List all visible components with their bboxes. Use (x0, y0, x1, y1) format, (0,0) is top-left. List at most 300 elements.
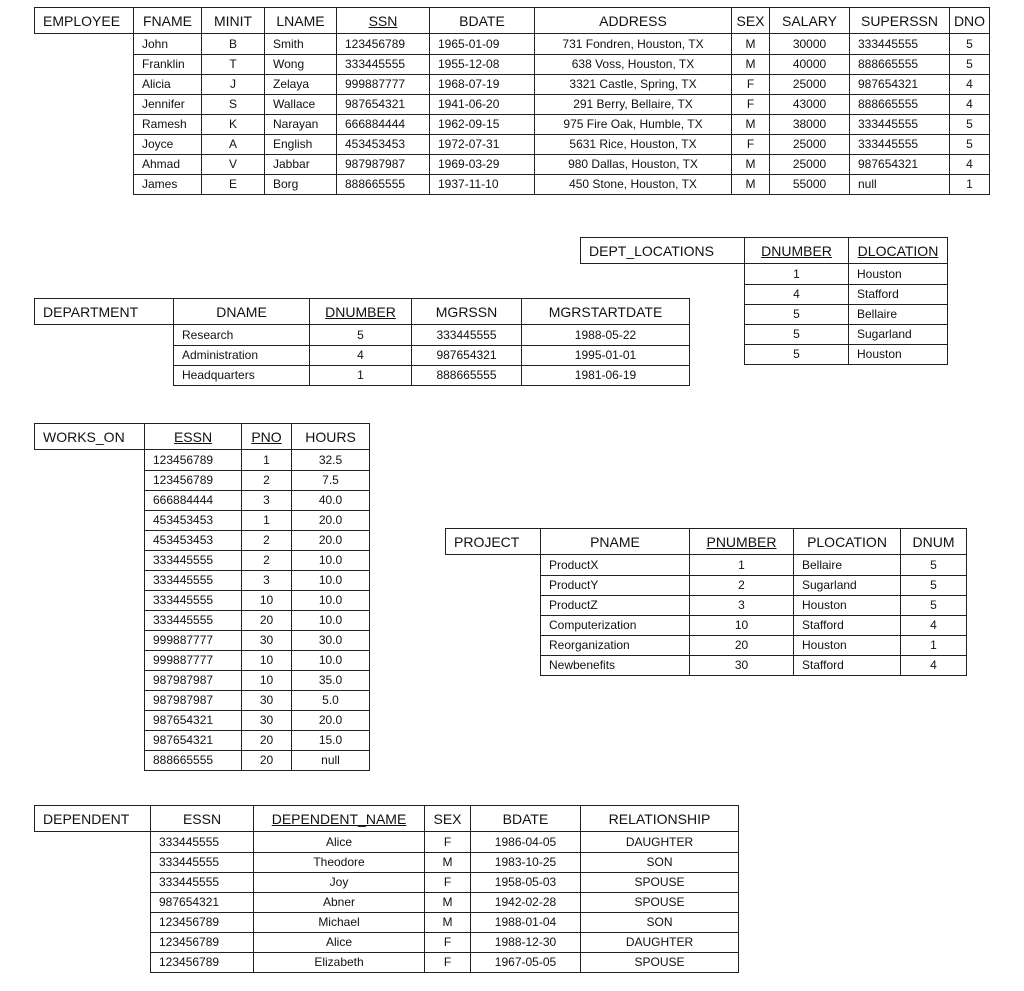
table-cell: SPOUSE (581, 872, 739, 892)
table-cell: 10 (242, 590, 292, 610)
table-row (35, 54, 990, 74)
table-cell: 1981-06-19 (522, 365, 690, 385)
table-cell: Sugarland (794, 575, 901, 595)
table-cell: 333445555 (151, 872, 254, 892)
table-cell: 5 (950, 114, 990, 134)
column-header-label: MGRSSN (435, 303, 498, 320)
table-cell: M (425, 892, 471, 912)
row-spacer (446, 595, 541, 615)
table-cell: 1986-04-05 (471, 832, 581, 853)
table-cell: 10.0 (292, 570, 370, 590)
table-cell: Headquarters (174, 365, 310, 385)
table-cell: 888665555 (145, 750, 242, 770)
table-cell: 1955-12-08 (430, 54, 535, 74)
column-header (745, 238, 849, 264)
row-spacer (446, 555, 541, 576)
table-cell: Jennifer (134, 94, 202, 114)
column-header (174, 299, 310, 325)
table-cell: 453453453 (145, 510, 242, 530)
table-row (35, 510, 370, 530)
table-cell: 453453453 (337, 134, 430, 154)
row-spacer (446, 655, 541, 675)
table-cell: Stafford (794, 655, 901, 675)
table-cell: M (732, 34, 770, 55)
row-spacer (35, 730, 145, 750)
header-row (35, 8, 990, 34)
table-cell: 1937-11-10 (430, 174, 535, 194)
table-cell: 450 Stone, Houston, TX (535, 174, 732, 194)
table-cell: 1941-06-20 (430, 94, 535, 114)
column-header-label: FNAME (143, 12, 192, 29)
table-row (35, 570, 370, 590)
table-cell: Stafford (794, 615, 901, 635)
table-cell: 5.0 (292, 690, 370, 710)
column-header-label: PNAME (590, 533, 640, 550)
row-spacer (35, 74, 134, 94)
row-spacer (35, 610, 145, 630)
table-row (35, 650, 370, 670)
table-cell: 5 (745, 304, 849, 324)
table-cell: T (202, 54, 265, 74)
table-cell: 3 (690, 595, 794, 615)
table-cell: 30 (242, 690, 292, 710)
table-cell: Research (174, 325, 310, 346)
row-spacer (35, 450, 145, 471)
table-cell: 4 (950, 74, 990, 94)
column-header-label: DNUMBER (325, 303, 396, 320)
table-cell: Smith (265, 34, 337, 55)
header-row (35, 424, 370, 450)
table-row (35, 450, 370, 471)
table-cell: English (265, 134, 337, 154)
table-cell: 5 (950, 54, 990, 74)
column-header-label: SEX (433, 810, 462, 827)
column-header (535, 8, 732, 34)
table-cell: A (202, 134, 265, 154)
table-cell: 2 (242, 530, 292, 550)
table-row (446, 575, 967, 595)
table-cell: 1942-02-28 (471, 892, 581, 912)
works-on-table (34, 423, 370, 771)
table-row (35, 74, 990, 94)
row-spacer (35, 570, 145, 590)
table-cell: F (732, 134, 770, 154)
table-cell: 1962-09-15 (430, 114, 535, 134)
table-cell: 10 (242, 650, 292, 670)
table-cell: 975 Fire Oak, Humble, TX (535, 114, 732, 134)
table-row (35, 325, 690, 346)
table-cell: 999887777 (145, 650, 242, 670)
table-cell: 333445555 (145, 550, 242, 570)
table-cell: 55000 (770, 174, 850, 194)
table-cell: 3 (242, 570, 292, 590)
table-row (35, 94, 990, 114)
table-cell: Ramesh (134, 114, 202, 134)
table-cell: 4 (310, 345, 412, 365)
table-cell: 32.5 (292, 450, 370, 471)
table-cell: DAUGHTER (581, 932, 739, 952)
table-row (35, 174, 990, 194)
column-header-label: ESSN (182, 810, 222, 827)
table-cell: F (732, 94, 770, 114)
table-cell: 10.0 (292, 650, 370, 670)
table-cell: 25000 (770, 134, 850, 154)
relation-name: PROJECT (446, 529, 541, 555)
row-spacer (35, 94, 134, 114)
table-row (35, 690, 370, 710)
table-row (35, 490, 370, 510)
table-cell: 1967-05-05 (471, 952, 581, 972)
row-spacer (35, 34, 134, 55)
table-cell: 10.0 (292, 590, 370, 610)
table-cell: 2 (242, 470, 292, 490)
table-cell: 731 Fondren, Houston, TX (535, 34, 732, 55)
table-cell: B (202, 34, 265, 55)
table-cell: 5 (901, 555, 967, 576)
table-cell: 5 (950, 34, 990, 55)
table-cell: 291 Berry, Bellaire, TX (535, 94, 732, 114)
table-cell: 4 (745, 284, 849, 304)
table-cell: 888665555 (850, 94, 950, 114)
table-cell: 999887777 (337, 74, 430, 94)
table-cell: 38000 (770, 114, 850, 134)
table-row (35, 872, 739, 892)
table-cell: Houston (849, 344, 948, 364)
header-row (35, 299, 690, 325)
table-cell: 5 (745, 344, 849, 364)
row-spacer (35, 550, 145, 570)
table-cell: Houston (794, 635, 901, 655)
table-row (35, 114, 990, 134)
table-cell: 4 (950, 94, 990, 114)
table-row (35, 832, 739, 853)
table-row (35, 912, 739, 932)
table-cell: 333445555 (151, 832, 254, 853)
column-header (202, 8, 265, 34)
table-cell: Alice (254, 932, 425, 952)
table-cell: Reorganization (541, 635, 690, 655)
table-cell: 638 Voss, Houston, TX (535, 54, 732, 74)
column-header (901, 529, 967, 555)
table-cell: Stafford (849, 284, 948, 304)
table-cell: Houston (794, 595, 901, 615)
table-cell: 1 (242, 450, 292, 471)
column-header-label: DEPENDENT_NAME (271, 810, 407, 827)
column-header-label: PLOCATION (807, 533, 887, 550)
table-cell: 10 (242, 670, 292, 690)
table-cell: 30000 (770, 34, 850, 55)
column-header-label: LNAME (276, 12, 325, 29)
table-cell: Bellaire (849, 304, 948, 324)
table-cell: 987654321 (145, 730, 242, 750)
table-row (35, 892, 739, 912)
table-cell: DAUGHTER (581, 832, 739, 853)
row-spacer (35, 174, 134, 194)
table-cell: 5 (901, 595, 967, 615)
table-cell: Joyce (134, 134, 202, 154)
table-cell: 333445555 (145, 570, 242, 590)
table-row (35, 610, 370, 630)
column-header-label: SSN (368, 12, 398, 29)
relation-name: DEPENDENT (35, 806, 151, 832)
table-cell: 987987987 (145, 690, 242, 710)
table-cell: K (202, 114, 265, 134)
table-cell: Wong (265, 54, 337, 74)
column-header (292, 424, 370, 450)
column-header (522, 299, 690, 325)
table-cell: Narayan (265, 114, 337, 134)
table-cell: M (732, 174, 770, 194)
table-cell: 123456789 (145, 450, 242, 471)
column-header-label: MINIT (213, 12, 253, 29)
table-cell: null (850, 174, 950, 194)
table-cell: 5631 Rice, Houston, TX (535, 134, 732, 154)
relation-name: WORKS_ON (35, 424, 145, 450)
table-cell: 333445555 (850, 34, 950, 55)
row-spacer (35, 932, 151, 952)
table-cell: Alice (254, 832, 425, 853)
table-cell: 5 (901, 575, 967, 595)
header-row (446, 529, 967, 555)
table-cell: 20 (242, 750, 292, 770)
table-cell: 15.0 (292, 730, 370, 750)
table-cell: 5 (950, 134, 990, 154)
table-cell: SPOUSE (581, 892, 739, 912)
column-header-label: ESSN (173, 428, 213, 445)
column-header (690, 529, 794, 555)
table-row (35, 365, 690, 385)
row-spacer (35, 325, 174, 346)
table-cell: 123456789 (337, 34, 430, 55)
department-table (34, 298, 690, 386)
relation-name: EMPLOYEE (35, 8, 134, 34)
table-row (35, 470, 370, 490)
table-cell: Jabbar (265, 154, 337, 174)
table-cell: M (732, 54, 770, 74)
table-cell: F (425, 952, 471, 972)
table-cell: Administration (174, 345, 310, 365)
column-header-label: PNUMBER (706, 533, 777, 550)
table-row (35, 154, 990, 174)
table-cell: 888665555 (412, 365, 522, 385)
table-cell: 1988-12-30 (471, 932, 581, 952)
table-cell: 20.0 (292, 510, 370, 530)
table-cell: 333445555 (145, 610, 242, 630)
table-cell: 35.0 (292, 670, 370, 690)
table-cell: 1968-07-19 (430, 74, 535, 94)
table-cell: 20.0 (292, 710, 370, 730)
table-cell: 666884444 (145, 490, 242, 510)
row-spacer (35, 365, 174, 385)
table-row (446, 555, 967, 576)
row-spacer (35, 154, 134, 174)
table-cell: 1972-07-31 (430, 134, 535, 154)
table-cell: Newbenefits (541, 655, 690, 675)
table-cell: 987654321 (850, 74, 950, 94)
table-cell: 333445555 (412, 325, 522, 346)
table-cell: Borg (265, 174, 337, 194)
table-row (446, 595, 967, 615)
table-cell: 123456789 (151, 952, 254, 972)
table-row (35, 852, 739, 872)
table-cell: Zelaya (265, 74, 337, 94)
table-cell: 10.0 (292, 610, 370, 630)
table-cell: 888665555 (337, 174, 430, 194)
table-cell: Elizabeth (254, 952, 425, 972)
table-cell: 1 (310, 365, 412, 385)
table-cell: 1965-01-09 (430, 34, 535, 55)
table-cell: Wallace (265, 94, 337, 114)
column-header-label: BDATE (459, 12, 505, 29)
table-cell: SON (581, 912, 739, 932)
table-cell: 20 (690, 635, 794, 655)
table-row (35, 590, 370, 610)
table-cell: 25000 (770, 154, 850, 174)
table-cell: 5 (745, 324, 849, 344)
table-cell: 1988-05-22 (522, 325, 690, 346)
row-spacer (35, 892, 151, 912)
row-spacer (35, 530, 145, 550)
column-header-label: PNO (251, 428, 282, 445)
table-cell: M (425, 912, 471, 932)
row-spacer (35, 710, 145, 730)
row-spacer (35, 510, 145, 530)
table-cell: 1 (242, 510, 292, 530)
relation-name: DEPARTMENT (35, 299, 174, 325)
column-header-label: DNUM (912, 533, 955, 550)
table-cell: 2 (242, 550, 292, 570)
row-spacer (35, 54, 134, 74)
row-spacer (35, 650, 145, 670)
table-cell: 123456789 (151, 912, 254, 932)
column-header (151, 806, 254, 832)
table-row (35, 134, 990, 154)
table-cell: 987654321 (412, 345, 522, 365)
column-header (794, 529, 901, 555)
column-header (770, 8, 850, 34)
table-cell: 10.0 (292, 550, 370, 570)
table-cell: 10 (690, 615, 794, 635)
table-cell: Abner (254, 892, 425, 912)
table-cell: 987987987 (145, 670, 242, 690)
table-cell: 333445555 (850, 134, 950, 154)
table-cell: F (425, 832, 471, 853)
table-cell: 4 (901, 615, 967, 635)
table-row (446, 635, 967, 655)
relation-name: DEPT_LOCATIONS (581, 238, 745, 264)
table-cell: 123456789 (151, 932, 254, 952)
table-cell: 2 (690, 575, 794, 595)
table-row (35, 530, 370, 550)
row-spacer (35, 114, 134, 134)
table-cell: 20 (242, 730, 292, 750)
column-header-label: DNUMBER (761, 242, 832, 259)
column-header (581, 806, 739, 832)
table-cell: E (202, 174, 265, 194)
table-cell: 1 (901, 635, 967, 655)
table-row (35, 34, 990, 55)
table-cell: 5 (310, 325, 412, 346)
table-cell: 333445555 (151, 852, 254, 872)
column-header-label: DLOCATION (857, 242, 939, 259)
table-cell: ProductZ (541, 595, 690, 615)
project-table (445, 528, 967, 676)
table-cell: 25000 (770, 74, 850, 94)
row-spacer (446, 615, 541, 635)
table-cell: Ahmad (134, 154, 202, 174)
table-cell: 30 (242, 710, 292, 730)
table-cell: 333445555 (337, 54, 430, 74)
column-header (850, 8, 950, 34)
table-cell: F (732, 74, 770, 94)
row-spacer (35, 490, 145, 510)
table-cell: V (202, 154, 265, 174)
employee-table (34, 7, 990, 195)
table-row (35, 630, 370, 650)
table-cell: Joy (254, 872, 425, 892)
row-spacer (35, 750, 145, 770)
table-cell: 987654321 (850, 154, 950, 174)
column-header-label: MGRSTARTDATE (548, 303, 663, 320)
column-header-label: SALARY (782, 12, 837, 29)
column-header-label: DNAME (216, 303, 267, 320)
table-cell: 7.5 (292, 470, 370, 490)
table-cell: 888665555 (850, 54, 950, 74)
column-header (541, 529, 690, 555)
table-cell: John (134, 34, 202, 55)
table-cell: Bellaire (794, 555, 901, 576)
table-cell: ProductX (541, 555, 690, 576)
table-cell: 3 (242, 490, 292, 510)
table-cell: 40000 (770, 54, 850, 74)
table-cell: 987654321 (337, 94, 430, 114)
table-cell: 666884444 (337, 114, 430, 134)
column-header (337, 8, 430, 34)
header-row (581, 238, 948, 264)
table-cell: Alicia (134, 74, 202, 94)
column-header (254, 806, 425, 832)
column-header (145, 424, 242, 450)
column-header (471, 806, 581, 832)
table-cell: 987654321 (145, 710, 242, 730)
row-spacer (35, 690, 145, 710)
column-header (242, 424, 292, 450)
table-row (35, 932, 739, 952)
table-row (581, 264, 948, 285)
column-header-label: SEX (736, 12, 765, 29)
column-header-label: BDATE (502, 810, 549, 827)
row-spacer (35, 832, 151, 853)
table-cell: 980 Dallas, Houston, TX (535, 154, 732, 174)
table-cell: 123456789 (145, 470, 242, 490)
table-cell: ProductY (541, 575, 690, 595)
column-header (134, 8, 202, 34)
table-cell: Franklin (134, 54, 202, 74)
table-cell: SON (581, 852, 739, 872)
row-spacer (446, 635, 541, 655)
table-row (446, 655, 967, 675)
table-cell: M (425, 852, 471, 872)
dependent-table (34, 805, 739, 973)
column-header-label: HOURS (305, 428, 356, 445)
column-header (412, 299, 522, 325)
column-header-label: ADDRESS (599, 12, 667, 29)
row-spacer (446, 575, 541, 595)
column-header (430, 8, 535, 34)
row-spacer (35, 852, 151, 872)
table-cell: 1 (690, 555, 794, 576)
table-cell: 20.0 (292, 530, 370, 550)
